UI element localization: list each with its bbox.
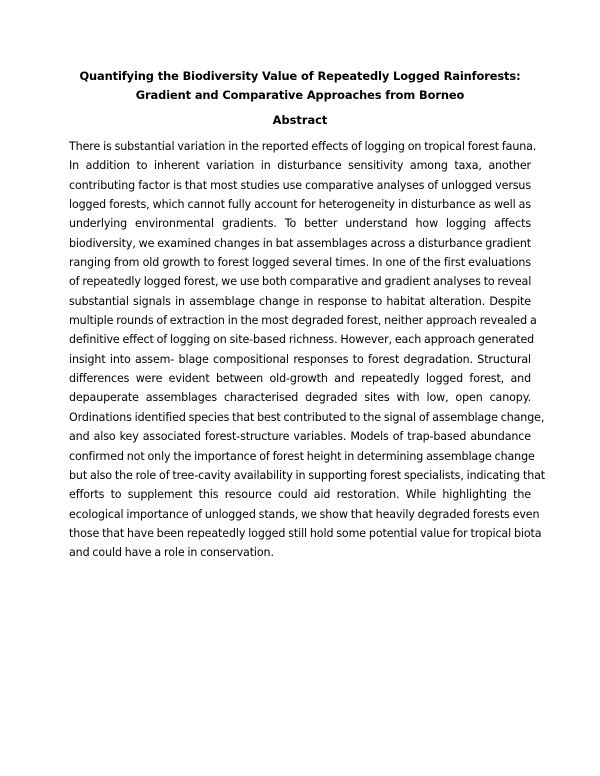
- abstract-line: ecological importance of unlogged stands, we show that heavily degraded forests even: [69, 507, 540, 521]
- abstract-line: logged forests, which cannot fully account for heterogeneity in disturbance as well as: [69, 198, 531, 212]
- abstract-line: underlying environmental gradients. To better understand how logging affects: [69, 217, 531, 231]
- abstract-line: of repeatedly logged forest, we use both comparative and gradient analyses to reveal: [69, 275, 532, 289]
- abstract-line: those that have been repeatedly logged still hold some potential value for tropical biota: [69, 526, 542, 540]
- abstract-line: depauperate assemblages characterised degraded sites with low, open canopy.: [69, 391, 531, 405]
- abstract-line: insight into assem- blage compositional responses to forest degradation. Structural: [69, 352, 531, 366]
- abstract-line: biodiversity, we examined changes in bat assemblages across a disturbance gradient: [69, 236, 531, 250]
- abstract-line: but also the role of tree-cavity availability in supporting forest specialists, indicating that: [69, 468, 546, 482]
- abstract-line: and could have a role in conservation.: [69, 546, 274, 560]
- abstract-line: confirmed not only the importance of forest height in determining assemblage change: [69, 449, 535, 463]
- abstract-line: ranging from old growth to forest logged several times. In one of the first evaluations: [69, 256, 531, 270]
- abstract-line: There is substantial variation in the reported effects of logging on tropical forest fauna.: [69, 140, 537, 153]
- abstract-line: efforts to supplement this resource could aid restoration. While highlighting the: [69, 488, 531, 502]
- abstract-line: In addition to inherent variation in disturbance sensitivity among taxa, another: [69, 159, 531, 173]
- abstract-line: contributing factor is that most studies use comparative analyses of unlogged versus: [69, 178, 531, 192]
- abstract-body: [69, 137, 546, 563]
- abstract-line: and also key associated forest-structure variables. Models of trap-based abundance: [69, 430, 531, 444]
- paper-title: [60, 67, 540, 105]
- abstract-line: Ordinations identified species that best contributed to the signal of assemblage change,: [69, 410, 545, 424]
- paper-title-line-2: Gradient and Comparative Approaches from Borneo: [135, 88, 465, 102]
- abstract-line: definitive effect of logging on site-based richness. However, each approach generated: [69, 333, 535, 347]
- abstract-heading: Abstract: [272, 113, 328, 127]
- abstract-line: differences were evident between old-growth and repeatedly logged forest, and: [69, 372, 531, 386]
- abstract-line: substantial signals in assemblage change in response to habitat alteration. Despite: [69, 294, 531, 308]
- paper-title-line-1: Quantifying the Biodiversity Value of Repeatedly Logged Rainforests:: [79, 69, 521, 83]
- abstract-line: multiple rounds of extraction in the most degraded forest, neither approach revealed a: [69, 314, 537, 328]
